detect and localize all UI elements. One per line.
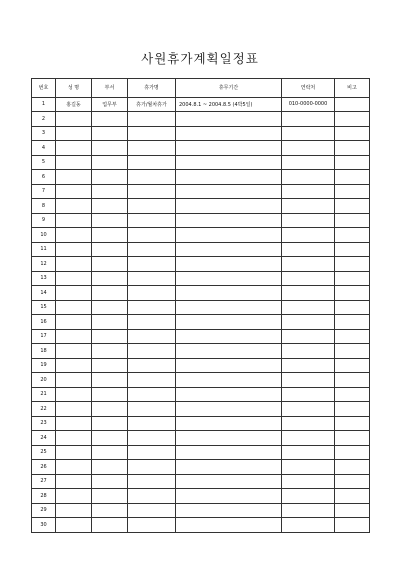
row-number-cell[interactable]: 28	[32, 489, 56, 504]
leave-period-cell[interactable]	[176, 199, 282, 214]
leave-period-cell[interactable]	[176, 329, 282, 344]
leave-period-cell[interactable]	[176, 213, 282, 228]
row-number-cell[interactable]: 10	[32, 228, 56, 243]
department-cell[interactable]	[92, 416, 128, 431]
department-cell[interactable]	[92, 358, 128, 373]
header-name: 성 명	[56, 79, 92, 98]
employee-name-cell[interactable]	[56, 141, 92, 156]
leave-period-cell[interactable]	[176, 373, 282, 388]
table-row	[32, 286, 370, 301]
department-cell[interactable]	[92, 112, 128, 127]
row-number-cell[interactable]: 5	[32, 155, 56, 170]
department-cell[interactable]	[92, 402, 128, 417]
row-number-cell[interactable]: 2	[32, 112, 56, 127]
employee-name-cell[interactable]	[56, 358, 92, 373]
leave-type-cell[interactable]	[128, 387, 176, 402]
leave-period-cell[interactable]	[176, 358, 282, 373]
table-row	[32, 402, 370, 417]
employee-name-cell[interactable]	[56, 373, 92, 388]
employee-name-cell[interactable]	[56, 170, 92, 185]
remarks-cell[interactable]	[335, 344, 370, 359]
row-number-cell[interactable]: 25	[32, 445, 56, 460]
employee-name-cell[interactable]	[56, 126, 92, 141]
employee-name-cell[interactable]	[56, 300, 92, 315]
leave-period-cell[interactable]	[176, 286, 282, 301]
leave-period-cell[interactable]	[176, 228, 282, 243]
employee-name-cell[interactable]	[56, 155, 92, 170]
contact-cell[interactable]	[282, 141, 335, 156]
employee-name-cell[interactable]	[56, 199, 92, 214]
table-row	[32, 387, 370, 402]
remarks-cell[interactable]	[335, 329, 370, 344]
contact-cell[interactable]	[282, 358, 335, 373]
table-row	[32, 199, 370, 214]
department-cell[interactable]	[92, 242, 128, 257]
employee-name-cell[interactable]	[56, 228, 92, 243]
row-number-cell[interactable]: 30	[32, 518, 56, 533]
remarks-cell[interactable]	[335, 474, 370, 489]
leave-period-cell[interactable]	[176, 315, 282, 330]
table-row	[32, 213, 370, 228]
leave-period-cell[interactable]	[176, 503, 282, 518]
table-row	[32, 460, 370, 475]
contact-cell[interactable]	[282, 329, 335, 344]
contact-cell[interactable]	[282, 112, 335, 127]
leave-type-cell[interactable]	[128, 155, 176, 170]
employee-name-cell[interactable]	[56, 474, 92, 489]
table-row	[32, 315, 370, 330]
table-row	[32, 445, 370, 460]
leave-type-cell[interactable]	[128, 503, 176, 518]
department-cell[interactable]	[92, 286, 128, 301]
department-cell[interactable]: 업무부	[92, 97, 128, 112]
row-number-cell[interactable]: 27	[32, 474, 56, 489]
remarks-cell[interactable]	[335, 213, 370, 228]
department-cell[interactable]	[92, 445, 128, 460]
row-number-cell[interactable]: 3	[32, 126, 56, 141]
row-number-cell[interactable]: 14	[32, 286, 56, 301]
table-row	[32, 228, 370, 243]
remarks-cell[interactable]	[335, 257, 370, 272]
contact-cell[interactable]	[282, 155, 335, 170]
contact-cell[interactable]	[282, 213, 335, 228]
remarks-cell[interactable]	[335, 155, 370, 170]
remarks-cell[interactable]	[335, 431, 370, 446]
department-cell[interactable]	[92, 141, 128, 156]
leave-period-cell[interactable]	[176, 242, 282, 257]
contact-cell[interactable]	[282, 503, 335, 518]
row-number-cell[interactable]: 9	[32, 213, 56, 228]
department-cell[interactable]	[92, 155, 128, 170]
contact-cell[interactable]	[282, 416, 335, 431]
department-cell[interactable]	[92, 329, 128, 344]
department-cell[interactable]	[92, 460, 128, 475]
leave-type-cell[interactable]	[128, 518, 176, 533]
table-row	[32, 518, 370, 533]
employee-name-cell[interactable]	[56, 315, 92, 330]
row-number-cell[interactable]: 23	[32, 416, 56, 431]
department-cell[interactable]	[92, 315, 128, 330]
header-leave-type: 휴가명	[128, 79, 176, 98]
header-leave-period: 휴무기간	[176, 79, 282, 98]
contact-cell[interactable]	[282, 242, 335, 257]
leave-period-cell[interactable]	[176, 170, 282, 185]
leave-period-cell[interactable]	[176, 460, 282, 475]
department-cell[interactable]	[92, 474, 128, 489]
remarks-cell[interactable]	[335, 300, 370, 315]
leave-period-cell[interactable]: 2004.8.1 ~ 2004.8.5 (4박5일)	[176, 97, 282, 112]
remarks-cell[interactable]	[335, 286, 370, 301]
remarks-cell[interactable]	[335, 97, 370, 112]
contact-cell[interactable]	[282, 460, 335, 475]
contact-cell[interactable]	[282, 474, 335, 489]
contact-cell[interactable]	[282, 373, 335, 388]
department-cell[interactable]	[92, 228, 128, 243]
table-row	[32, 416, 370, 431]
department-cell[interactable]	[92, 199, 128, 214]
row-number-cell[interactable]: 19	[32, 358, 56, 373]
leave-type-cell[interactable]	[128, 489, 176, 504]
contact-cell[interactable]	[282, 431, 335, 446]
table-row	[32, 141, 370, 156]
contact-cell[interactable]	[282, 271, 335, 286]
department-cell[interactable]	[92, 213, 128, 228]
table-row	[32, 184, 370, 199]
leave-period-cell[interactable]	[176, 387, 282, 402]
leave-period-cell[interactable]	[176, 155, 282, 170]
table-row	[32, 489, 370, 504]
table-row	[32, 358, 370, 373]
department-cell[interactable]	[92, 387, 128, 402]
vacation-schedule-table	[31, 78, 370, 533]
contact-cell[interactable]: 010-0000-0000	[282, 97, 335, 112]
employee-name-cell[interactable]	[56, 518, 92, 533]
department-cell[interactable]	[92, 126, 128, 141]
contact-cell[interactable]	[282, 445, 335, 460]
row-number-cell[interactable]: 20	[32, 373, 56, 388]
employee-name-cell[interactable]	[56, 112, 92, 127]
department-cell[interactable]	[92, 271, 128, 286]
department-cell[interactable]	[92, 518, 128, 533]
remarks-cell[interactable]	[335, 518, 370, 533]
department-cell[interactable]	[92, 257, 128, 272]
leave-type-cell[interactable]	[128, 431, 176, 446]
leave-type-cell[interactable]	[128, 170, 176, 185]
employee-name-cell[interactable]	[56, 460, 92, 475]
row-number-cell[interactable]: 13	[32, 271, 56, 286]
leave-period-cell[interactable]	[176, 416, 282, 431]
employee-name-cell[interactable]	[56, 344, 92, 359]
leave-period-cell[interactable]	[176, 257, 282, 272]
remarks-cell[interactable]	[335, 402, 370, 417]
row-number-cell[interactable]: 29	[32, 503, 56, 518]
leave-period-cell[interactable]	[176, 518, 282, 533]
leave-type-cell[interactable]	[128, 257, 176, 272]
row-number-cell[interactable]: 12	[32, 257, 56, 272]
employee-name-cell[interactable]	[56, 431, 92, 446]
table-row	[32, 344, 370, 359]
row-number-cell[interactable]: 1	[32, 97, 56, 112]
leave-period-cell[interactable]	[176, 184, 282, 199]
table-row	[32, 257, 370, 272]
leave-type-cell[interactable]	[128, 271, 176, 286]
leave-type-cell[interactable]	[128, 141, 176, 156]
contact-cell[interactable]	[282, 489, 335, 504]
row-number-cell[interactable]: 6	[32, 170, 56, 185]
remarks-cell[interactable]	[335, 387, 370, 402]
remarks-cell[interactable]	[335, 416, 370, 431]
row-number-cell[interactable]: 18	[32, 344, 56, 359]
row-number-cell[interactable]: 8	[32, 199, 56, 214]
leave-period-cell[interactable]	[176, 271, 282, 286]
leave-type-cell[interactable]	[128, 474, 176, 489]
table-row	[32, 112, 370, 127]
contact-cell[interactable]	[282, 286, 335, 301]
leave-type-cell[interactable]	[128, 315, 176, 330]
employee-name-cell[interactable]	[56, 445, 92, 460]
table-row	[32, 242, 370, 257]
employee-name-cell[interactable]: 홍길동	[56, 97, 92, 112]
employee-name-cell[interactable]	[56, 184, 92, 199]
remarks-cell[interactable]	[335, 271, 370, 286]
leave-type-cell[interactable]	[128, 242, 176, 257]
leave-type-cell[interactable]	[128, 358, 176, 373]
leave-period-cell[interactable]	[176, 445, 282, 460]
employee-name-cell[interactable]	[56, 242, 92, 257]
remarks-cell[interactable]	[335, 184, 370, 199]
leave-type-cell[interactable]	[128, 184, 176, 199]
header-number: 번호	[32, 79, 56, 98]
leave-period-cell[interactable]	[176, 431, 282, 446]
employee-name-cell[interactable]	[56, 329, 92, 344]
leave-type-cell[interactable]: 휴가/월차휴가	[128, 97, 176, 112]
remarks-cell[interactable]	[335, 503, 370, 518]
table-row	[32, 271, 370, 286]
leave-type-cell[interactable]	[128, 329, 176, 344]
row-number-cell[interactable]: 17	[32, 329, 56, 344]
department-cell[interactable]	[92, 300, 128, 315]
department-cell[interactable]	[92, 344, 128, 359]
department-cell[interactable]	[92, 170, 128, 185]
leave-type-cell[interactable]	[128, 112, 176, 127]
contact-cell[interactable]	[282, 315, 335, 330]
contact-cell[interactable]	[282, 402, 335, 417]
remarks-cell[interactable]	[335, 126, 370, 141]
remarks-cell[interactable]	[335, 358, 370, 373]
row-number-cell[interactable]: 21	[32, 387, 56, 402]
table-row	[32, 503, 370, 518]
leave-type-cell[interactable]	[128, 286, 176, 301]
department-cell[interactable]	[92, 373, 128, 388]
employee-name-cell[interactable]	[56, 257, 92, 272]
leave-type-cell[interactable]	[128, 126, 176, 141]
leave-type-cell[interactable]	[128, 213, 176, 228]
employee-name-cell[interactable]	[56, 503, 92, 518]
remarks-cell[interactable]	[335, 112, 370, 127]
employee-name-cell[interactable]	[56, 271, 92, 286]
leave-period-cell[interactable]	[176, 489, 282, 504]
table-row	[32, 155, 370, 170]
employee-name-cell[interactable]	[56, 489, 92, 504]
leave-period-cell[interactable]	[176, 141, 282, 156]
row-number-cell[interactable]: 11	[32, 242, 56, 257]
table-row	[32, 329, 370, 344]
row-number-cell[interactable]: 26	[32, 460, 56, 475]
leave-period-cell[interactable]	[176, 300, 282, 315]
leave-period-cell[interactable]	[176, 112, 282, 127]
remarks-cell[interactable]	[335, 489, 370, 504]
table-row	[32, 300, 370, 315]
leave-type-cell[interactable]	[128, 460, 176, 475]
header-row	[32, 79, 370, 98]
contact-cell[interactable]	[282, 228, 335, 243]
row-number-cell[interactable]: 24	[32, 431, 56, 446]
contact-cell[interactable]	[282, 387, 335, 402]
leave-type-cell[interactable]	[128, 344, 176, 359]
contact-cell[interactable]	[282, 126, 335, 141]
contact-cell[interactable]	[282, 257, 335, 272]
contact-cell[interactable]	[282, 184, 335, 199]
leave-type-cell[interactable]	[128, 228, 176, 243]
department-cell[interactable]	[92, 503, 128, 518]
header-department: 부서	[92, 79, 128, 98]
remarks-cell[interactable]	[335, 199, 370, 214]
department-cell[interactable]	[92, 431, 128, 446]
contact-cell[interactable]	[282, 518, 335, 533]
table-row	[32, 474, 370, 489]
department-cell[interactable]	[92, 489, 128, 504]
leave-type-cell[interactable]	[128, 402, 176, 417]
remarks-cell[interactable]	[335, 315, 370, 330]
remarks-cell[interactable]	[335, 170, 370, 185]
employee-name-cell[interactable]	[56, 387, 92, 402]
remarks-cell[interactable]	[335, 228, 370, 243]
leave-type-cell[interactable]	[128, 300, 176, 315]
row-number-cell[interactable]: 22	[32, 402, 56, 417]
table-row	[32, 126, 370, 141]
remarks-cell[interactable]	[335, 242, 370, 257]
leave-type-cell[interactable]	[128, 445, 176, 460]
contact-cell[interactable]	[282, 199, 335, 214]
table-row	[32, 431, 370, 446]
employee-name-cell[interactable]	[56, 213, 92, 228]
leave-period-cell[interactable]	[176, 402, 282, 417]
remarks-cell[interactable]	[335, 460, 370, 475]
remarks-cell[interactable]	[335, 373, 370, 388]
header-contact: 연락처	[282, 79, 335, 98]
leave-period-cell[interactable]	[176, 344, 282, 359]
table-row	[32, 170, 370, 185]
row-number-cell[interactable]: 16	[32, 315, 56, 330]
leave-type-cell[interactable]	[128, 373, 176, 388]
leave-type-cell[interactable]	[128, 199, 176, 214]
row-number-cell[interactable]: 4	[32, 141, 56, 156]
table-row	[32, 97, 370, 112]
leave-period-cell[interactable]	[176, 474, 282, 489]
contact-cell[interactable]	[282, 170, 335, 185]
remarks-cell[interactable]	[335, 445, 370, 460]
employee-name-cell[interactable]	[56, 286, 92, 301]
page-title: 사원휴가계획일정표	[141, 51, 259, 66]
employee-name-cell[interactable]	[56, 416, 92, 431]
contact-cell[interactable]	[282, 344, 335, 359]
remarks-cell[interactable]	[335, 141, 370, 156]
row-number-cell[interactable]: 15	[32, 300, 56, 315]
table-row	[32, 373, 370, 388]
department-cell[interactable]	[92, 184, 128, 199]
contact-cell[interactable]	[282, 300, 335, 315]
employee-name-cell[interactable]	[56, 402, 92, 417]
row-number-cell[interactable]: 7	[32, 184, 56, 199]
header-remarks: 비고	[335, 79, 370, 98]
leave-type-cell[interactable]	[128, 416, 176, 431]
leave-period-cell[interactable]	[176, 126, 282, 141]
